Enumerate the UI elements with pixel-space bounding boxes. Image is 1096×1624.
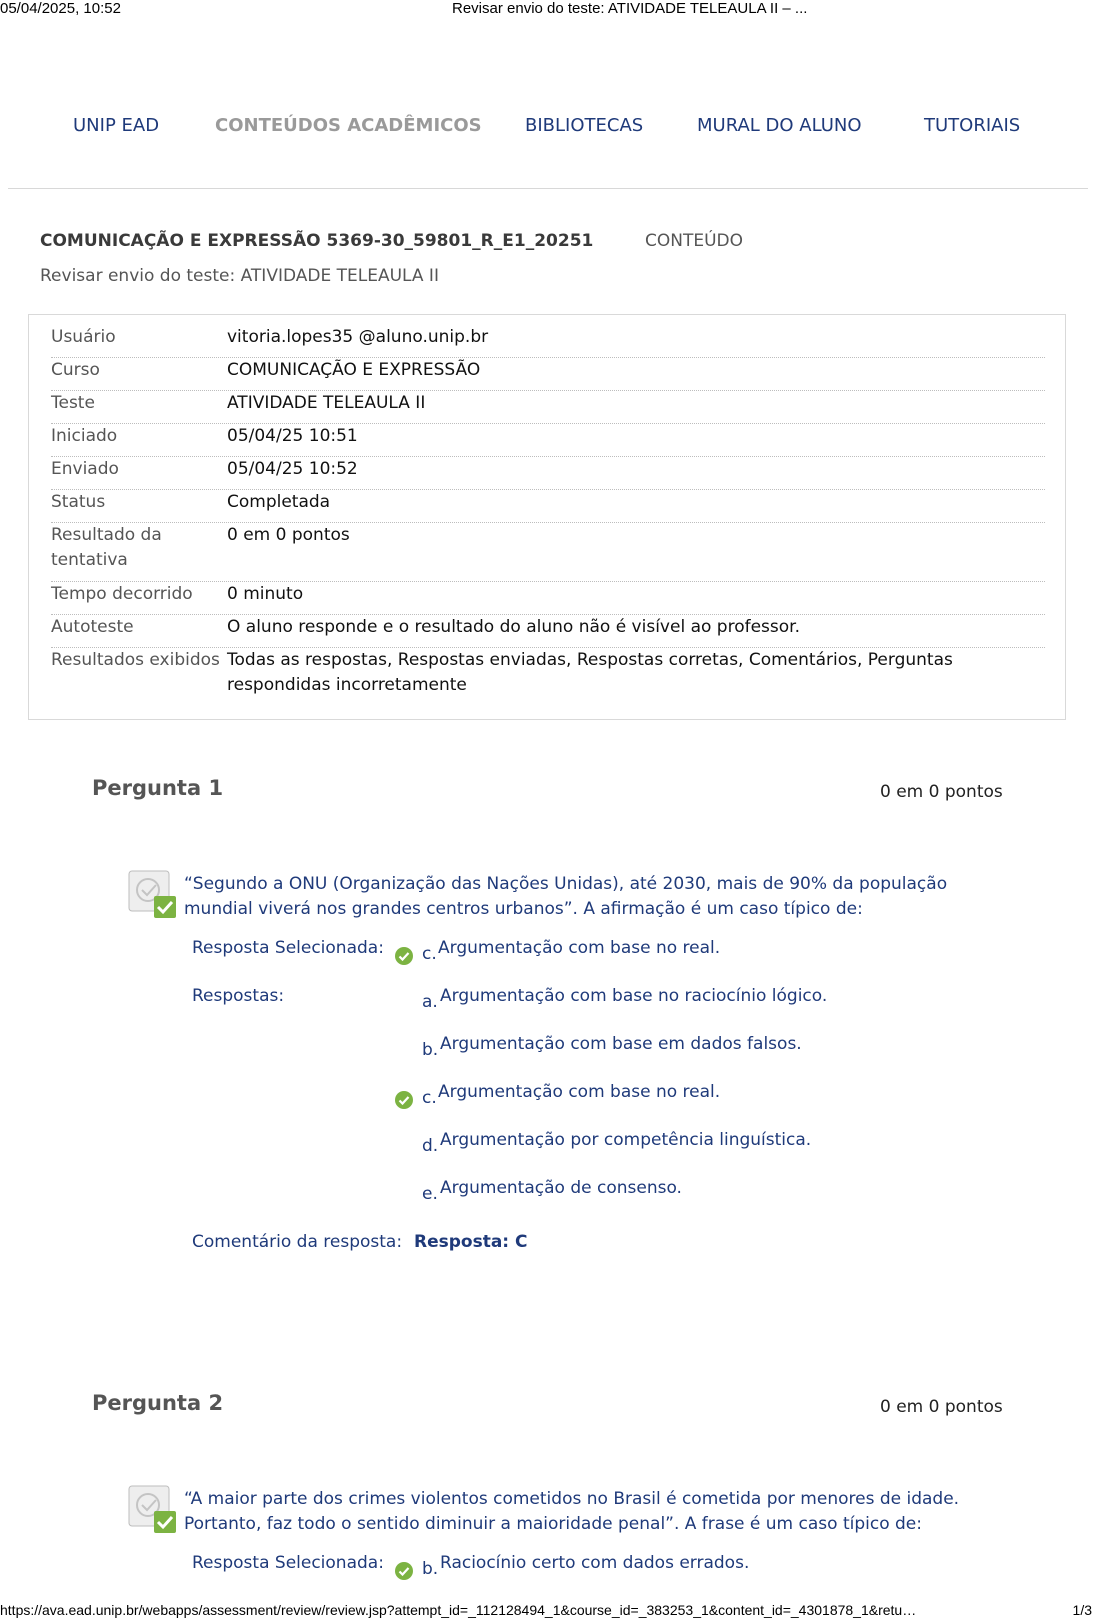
info-label: Autoteste (51, 617, 134, 637)
info-label: Usuário (51, 327, 116, 347)
print-header (0, 0, 1096, 20)
correct-check-icon (394, 946, 414, 966)
selected-answer-text: Raciocínio certo com dados errados. (440, 1553, 750, 1573)
info-value: 0 em 0 pontos (227, 525, 350, 545)
question-title: Pergunta 1 (92, 776, 224, 800)
nav-tutoriais[interactable]: TUTORIAIS (924, 115, 1021, 136)
answers-label: Respostas: (192, 986, 285, 1006)
option-letter: b. (422, 1040, 439, 1060)
option-letter: a. (422, 992, 438, 1012)
question-text: “A maior parte dos crimes violentos cometidos no Brasil é cometida por menores de idade. Portanto, faz todo o sentido diminuir a maioridade penal”. A frase é um caso típico de: (184, 1489, 960, 1534)
info-label: Resultado da tentativa (51, 525, 162, 570)
option-text: Argumentação com base no raciocínio lógico. (440, 986, 828, 1006)
selected-answer-letter: b. (422, 1559, 439, 1579)
correct-check-icon (394, 1090, 414, 1110)
info-row-resultados-exibidos (51, 648, 1045, 708)
option-letter: d. (422, 1136, 439, 1156)
info-value: O aluno responde e o resultado do aluno não é visível ao professor. (227, 617, 800, 637)
info-label: Enviado (51, 459, 119, 479)
nav-conteudos-academicos[interactable]: CONTEÚDOS ACADÊMICOS (215, 115, 482, 136)
option-text: Argumentação por competência linguística. (440, 1130, 812, 1150)
selected-answer-letter: c. (422, 944, 437, 964)
info-row-autoteste (51, 615, 1045, 648)
info-label: Resultados exibidos (51, 650, 220, 670)
nav-divider (8, 188, 1088, 189)
correct-answer-icon (128, 870, 178, 918)
info-row-enviado (51, 457, 1045, 490)
selected-answer-label: Resposta Selecionada: (192, 1553, 384, 1573)
option-text: Argumentação com base no real. (438, 1082, 721, 1102)
info-label: Teste (51, 393, 95, 413)
info-value: 05/04/25 10:52 (227, 459, 358, 479)
info-row-tempo (51, 582, 1045, 615)
course-title[interactable]: COMUNICAÇÃO E EXPRESSÃO 5369-30_59801_R_E1_20251 (40, 231, 594, 251)
info-value: ATIVIDADE TELEAULA II (227, 393, 426, 413)
question-title: Pergunta 2 (92, 1391, 224, 1415)
info-value: 05/04/25 10:51 (227, 426, 358, 446)
correct-check-icon (394, 1561, 414, 1581)
print-url: https://ava.ead.unip.br/webapps/assessment/review/review.jsp?attempt_id=_112128494_1&course_id=_383253_1&content_id=_4301878_1&retu… (0, 1602, 917, 1618)
selected-answer-label: Resposta Selecionada: (192, 938, 384, 958)
correct-answer-icon (128, 1485, 178, 1533)
question-points: 0 em 0 pontos (880, 1397, 1003, 1417)
info-row-curso (51, 358, 1045, 391)
print-page-number: 1/3 (1072, 1602, 1092, 1618)
top-navigation (0, 115, 1096, 145)
info-label: Status (51, 492, 106, 512)
nav-bibliotecas[interactable]: BIBLIOTECAS (525, 115, 644, 136)
option-text: Argumentação de consenso. (440, 1178, 682, 1198)
option-text: Argumentação com base em dados falsos. (440, 1034, 802, 1054)
info-label: Iniciado (51, 426, 118, 446)
info-row-teste (51, 391, 1045, 424)
content-link[interactable]: CONTEÚDO (645, 231, 744, 251)
info-label: Curso (51, 360, 100, 380)
nav-mural-do-aluno[interactable]: MURAL DO ALUNO (697, 115, 862, 136)
page-title: Revisar envio do teste: ATIVIDADE TELEAULA II (40, 266, 439, 286)
attempt-info-box (28, 314, 1066, 720)
question-text: “Segundo a ONU (Organização das Nações Unidas), até 2030, mais de 90% da população mundial viverá nos grandes centros urbanos”. A afirmação é um caso típico de: (184, 874, 948, 919)
info-value: COMUNICAÇÃO E EXPRESSÃO (227, 360, 481, 380)
print-doc-title: Revisar envio do teste: ATIVIDADE TELEAULA II – ... (452, 0, 808, 17)
option-letter: c. (422, 1088, 437, 1108)
info-value: Todas as respostas, Respostas enviadas, Respostas corretas, Comentários, Perguntas respondidas incorretamente (227, 650, 953, 695)
info-row-usuario (51, 325, 1045, 358)
print-datetime: 05/04/2025, 10:52 (0, 0, 121, 17)
info-value: Completada (227, 492, 331, 512)
info-value: 0 minuto (227, 584, 304, 604)
option-letter: e. (422, 1184, 438, 1204)
print-footer (0, 1602, 1096, 1624)
answer-feedback: Resposta: C (414, 1232, 528, 1252)
nav-unip-ead[interactable]: UNIP EAD (73, 115, 160, 136)
info-row-iniciado (51, 424, 1045, 457)
info-row-status (51, 490, 1045, 523)
question-points: 0 em 0 pontos (880, 782, 1003, 802)
info-label: Tempo decorrido (51, 584, 193, 604)
comment-label: Comentário da resposta: (192, 1232, 403, 1252)
info-row-resultado (51, 523, 1045, 582)
info-value: vitoria.lopes35 @aluno.unip.br (227, 327, 489, 347)
selected-answer-text: Argumentação com base no real. (438, 938, 721, 958)
